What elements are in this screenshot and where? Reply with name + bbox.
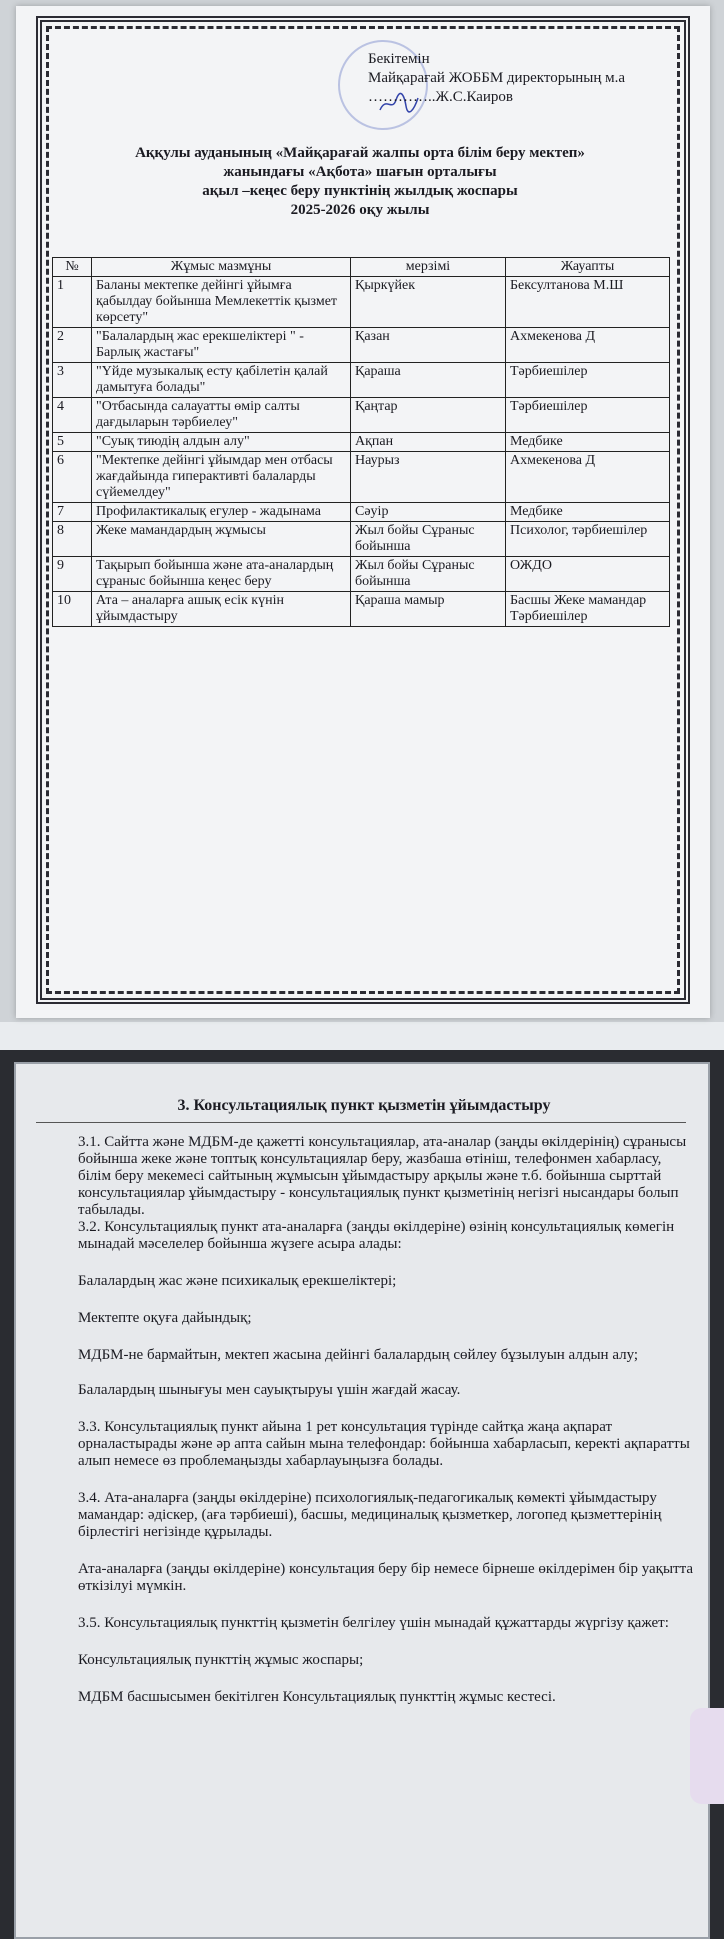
cell-number: 9 [53, 557, 92, 592]
list-item: МДБМ-не бармайтын, мектеп жасына дейінгі балалардың сөйлеу бұзылуын алдын алу; [78, 1347, 639, 1363]
header-content: Жұмыс мазмұны [92, 258, 351, 277]
cell-responsible: Ахмекенова Д [506, 452, 670, 503]
cell-number: 8 [53, 522, 92, 557]
approval-label: Бекітемін [368, 51, 430, 67]
list-item: Балалардың шынығуы мен сауықтыруы үшін жағдай жасау. [78, 1382, 461, 1398]
cell-term: Жыл бойы Сұраныс бойынша [351, 557, 506, 592]
table-row [53, 277, 670, 328]
approval-position: Майқарағай ЖОББМ директорының м.а [368, 70, 626, 86]
cell-responsible: Медбике [506, 503, 670, 522]
header-responsible: Жауапты [506, 258, 670, 277]
cell-term: Қыркүйек [351, 277, 506, 328]
header-number: № [53, 258, 92, 277]
approval-block [368, 50, 668, 107]
paragraph-3-1: 3.1. Сайтта және МДБМ-де қажетті консультациялар, ата-аналар (заңды өкілдерінің) сұранысы бойынша жеке және топтық консультациялар беру, жазбаша өтініш, телефонмен хабарласу, білім беру мекемесі сайтының жұмысын ұйымдастыру арқылы және т.б. бойынша сырттай консультациялар ұйымдастыру - консультациялық пункт қызметінің негізгі нысандары болып табылады. [78, 1134, 687, 1218]
paragraph-consultation-note: Ата-аналарға (заңды өкілдеріне) консультация беру бір немесе бірнеше өкілдерімен бір уақытта өткізілуі мүмкін. [78, 1561, 693, 1594]
cell-term: Наурыз [351, 452, 506, 503]
side-panel-tab[interactable] [690, 1708, 724, 1804]
annual-plan-table [52, 257, 670, 627]
cell-number: 10 [53, 592, 92, 627]
paragraph-3-5: 3.5. Консультациялық пункттің қызметін белгілеу үшін мынадай құжаттарды жүргізу қажет: [78, 1615, 669, 1631]
cell-number: 5 [53, 433, 92, 452]
cell-term: Ақпан [351, 433, 506, 452]
cell-number: 4 [53, 398, 92, 433]
paragraph-3-2: 3.2. Консультациялық пункт ата-аналарға (заңды өкілдеріне) өзінің консультациялық көмегін мынадай мәселелер бойынша жүзеге асыра алады: [78, 1219, 675, 1252]
cell-responsible: Психолог, тәрбиешілер [506, 522, 670, 557]
title-line-4: 2025-2026 оқу жылы [290, 202, 430, 218]
list-item: МДБМ басшысымен бекітілген Консультациялық пункттің жұмыс кестесі. [78, 1689, 556, 1705]
cell-content: Тақырып бойынша және ата-аналардың сұраныс бойынша кеңес беру [92, 557, 351, 592]
cell-content: "Үйде музыкалық есту қабілетін қалай дамытуға болады" [92, 363, 351, 398]
table-row [53, 452, 670, 503]
cell-content: Жеке мамандардың жұмысы [92, 522, 351, 557]
cell-content: "Мектепке дейінгі ұйымдар мен отбасы жағдайында гиперактивті балаларды сүйемелдеу" [92, 452, 351, 503]
cell-responsible: Медбике [506, 433, 670, 452]
cell-content: Ата – аналарға ашық есік күнін ұйымдастыру [92, 592, 351, 627]
header-term: мерзімі [351, 258, 506, 277]
cell-number: 6 [53, 452, 92, 503]
page-photo-2 [0, 1050, 724, 1939]
table-row [53, 592, 670, 627]
list-item: Балалардың жас және психикалық ерекшеліктері; [78, 1273, 397, 1289]
document-title [70, 144, 650, 220]
cell-term: Қазан [351, 328, 506, 363]
cell-responsible: ОЖДО [506, 557, 670, 592]
cell-responsible: Бексултанова М.Ш [506, 277, 670, 328]
cell-responsible: Тәрбиешілер [506, 398, 670, 433]
cell-content: Баланы мектепке дейінгі ұйымға қабылдау бойынша Мемлекеттік қызмет көрсету" [92, 277, 351, 328]
section-title: 3. Консультациялық пункт қызметін ұйымдастыру [177, 1097, 551, 1114]
paragraph-3-4: 3.4. Ата-аналарға (заңды өкілдеріне) психологиялық-педагогикалық көмекті ұйымдастыру мамандар: әдіскер, (аға тәрбиеші), басшы, медициналық қызметкер, логопед қызметтерінің бірлестігі негізінде құрылады. [78, 1490, 662, 1540]
table-row [53, 398, 670, 433]
cell-term: Жыл бойы Сұраныс бойынша [351, 522, 506, 557]
title-line-3: ақыл –кеңес беру пунктінің жылдық жоспары [202, 183, 518, 199]
cell-term: Қараша мамыр [351, 592, 506, 627]
document-sheet-2 [14, 1062, 710, 1939]
cell-responsible: Басшы Жеке мамандар Тәрбиешілер [506, 592, 670, 627]
title-line-2: жанындағы «Ақбота» шағын орталығы [223, 164, 497, 180]
cell-number: 1 [53, 277, 92, 328]
table-row [53, 522, 670, 557]
cell-content: Профилактикалық егулер - жадынама [92, 503, 351, 522]
table-row [53, 557, 670, 592]
cell-content: "Суық тиюдің алдын алу" [92, 433, 351, 452]
section-body [78, 1134, 694, 1706]
list-item: Консультациялық пункттің жұмыс жоспары; [78, 1652, 364, 1668]
paragraph-3-3: 3.3. Консультациялық пункт айына 1 рет консультация түрінде сайтқа жаңа ақпарат орналастырады және әр апта сайын мына телефондар: бойынша хабарласып, керекті ақпаратты алып немесе өз проблемаңызды хабарлауыңызға болады. [78, 1419, 690, 1469]
cell-number: 7 [53, 503, 92, 522]
table-row [53, 363, 670, 398]
cell-responsible: Тәрбиешілер [506, 363, 670, 398]
title-line-1: Аққулы ауданының «Майқарағай жалпы орта білім беру мектеп» [135, 145, 585, 161]
cell-term: Сәуір [351, 503, 506, 522]
table-row [53, 433, 670, 452]
table-row [53, 503, 670, 522]
cell-term: Қаңтар [351, 398, 506, 433]
cell-number: 2 [53, 328, 92, 363]
cell-number: 3 [53, 363, 92, 398]
approval-signatory: …………..Ж.С.Каиров [368, 89, 514, 105]
cell-term: Қараша [351, 363, 506, 398]
title-divider [36, 1122, 686, 1123]
cell-responsible: Ахмекенова Д [506, 328, 670, 363]
table-row [53, 328, 670, 363]
cell-content: "Отбасында салауатты өмір салты дағдыларын тәрбиелеу" [92, 398, 351, 433]
table-header-row [53, 258, 670, 277]
list-item: Мектепте оқуға дайындық; [78, 1310, 252, 1326]
cell-content: "Балалардың жас ерекшеліктері " - Барлық жастағы" [92, 328, 351, 363]
